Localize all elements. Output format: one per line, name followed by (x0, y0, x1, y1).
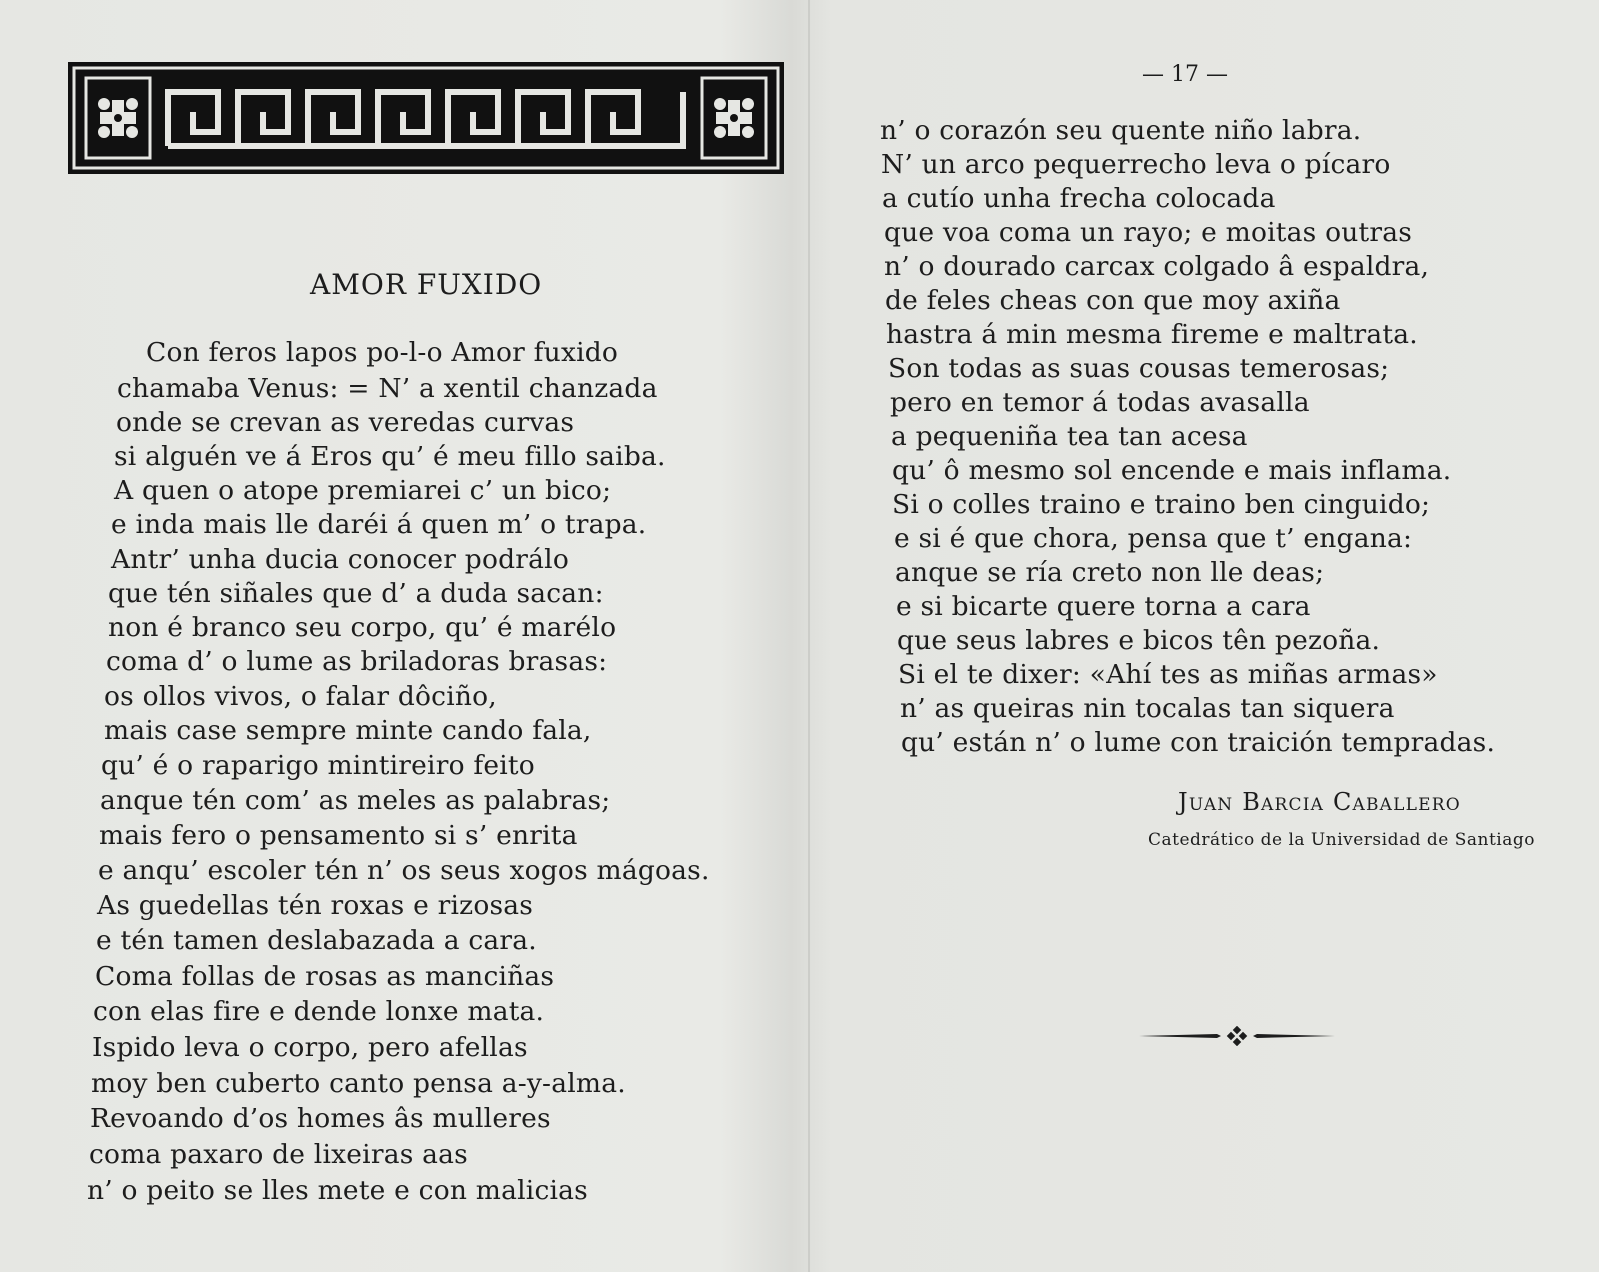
verse-line: A quen o atope premiarei c’ un bico; (114, 475, 612, 506)
verse-line: Ispido leva o corpo, pero afellas (92, 1032, 528, 1063)
verse-line: que tén siñales que d’ a duda sacan: (108, 578, 604, 609)
verse-line: Son todas as suas cousas temerosas; (888, 353, 1390, 384)
verse-line: Si el te dixer: «Ahí tes as miñas armas» (898, 659, 1438, 690)
verse-line: onde se crevan as veredas curvas (116, 407, 575, 438)
verse-line: a cutío unha frecha colocada (882, 183, 1276, 214)
page-gutter (808, 0, 810, 1272)
verse-line: que voa coma un rayo; e moitas outras (884, 217, 1413, 248)
verse-line: anque se ría creto non lle deas; (895, 557, 1325, 588)
author-name: Juan Barcia Caballero (1178, 788, 1461, 816)
verse-line: mais fero o pensamento si s’ enrita (99, 820, 578, 851)
verse-line: coma paxaro de lixeiras aas (89, 1139, 468, 1170)
verse-line: moy ben cuberto canto pensa a-y-alma. (91, 1068, 626, 1099)
verse-line: Revoando d’os homes âs mulleres (90, 1103, 551, 1134)
verse-line: de feles cheas con que moy axiña (885, 285, 1341, 316)
verse-line: hastra á min mesma fireme e maltrata. (886, 319, 1418, 350)
verse-line: N’ un arco pequerrecho leva o pícaro (881, 149, 1391, 180)
verse-line: e tén tamen deslabazada a cara. (96, 925, 537, 956)
greek-key-ornament-icon (68, 62, 784, 174)
verse-line: Con feros lapos po-l-o Amor fuxido (146, 337, 619, 368)
verse-line: qu’ é o raparigo mintireiro feito (101, 750, 535, 781)
verse-line: n’ as queiras nin tocalas tan siquera (900, 693, 1395, 724)
verse-line: qu’ ô mesmo sol encende e mais inflama. (892, 455, 1452, 486)
verse-line: mais case sempre minte cando fala, (104, 715, 592, 746)
verse-line: Antr’ unha ducia conocer podrálo (111, 544, 569, 575)
verse-line: pero en temor á todas avasalla (890, 387, 1310, 418)
verse-line: n’ o peito se lles mete e con malicias (87, 1175, 588, 1206)
verse-line: e inda mais lle daréi á quen m’ o trapa. (111, 509, 647, 540)
right-page (812, 0, 1599, 1272)
verse-line: Si o colles traino e traino ben cinguido; (892, 489, 1431, 520)
diamond-fleuron-icon (1137, 1026, 1337, 1046)
author-title: Catedrático de la Universidad de Santiago (1148, 830, 1535, 850)
verse-line: As guedellas tén roxas e rizosas (97, 890, 534, 921)
page-number: — 17 — (1142, 62, 1228, 87)
poem-title: AMOR FUXIDO (310, 268, 543, 301)
verse-line: Coma follas de rosas as manciñas (95, 961, 555, 992)
verse-line: e si bicarte quere torna a cara (896, 591, 1311, 622)
verse-line: que seus labres e bicos tên pezoña. (897, 625, 1381, 656)
verse-line: e anqu’ escoler tén n’ os seus xogos mágoas. (98, 855, 710, 886)
verse-line: a pequeniña tea tan acesa (891, 421, 1248, 452)
verse-line: os ollos vivos, o falar dôciño, (104, 681, 497, 712)
verse-line: non é branco seu corpo, qu’ é marélo (108, 612, 617, 643)
verse-line: si alguén ve á Eros qu’ é meu fillo saiba. (114, 441, 666, 472)
verse-line: coma d’ o lume as briladoras brasas: (106, 646, 608, 677)
verse-line: e si é que chora, pensa que t’ engana: (894, 523, 1413, 554)
verse-line: qu’ están n’ o lume con traición tempradas. (901, 727, 1496, 758)
verse-line: anque tén com’ as meles as palabras; (100, 785, 611, 816)
verse-line: chamaba Venus: = N’ a xentil chanzada (117, 373, 658, 404)
verse-line: con elas fire e dende lonxe mata. (93, 996, 545, 1027)
verse-line: n’ o corazón seu quente niño labra. (880, 115, 1362, 146)
verse-line: n’ o dourado carcax colgado â espaldra, (884, 251, 1430, 282)
